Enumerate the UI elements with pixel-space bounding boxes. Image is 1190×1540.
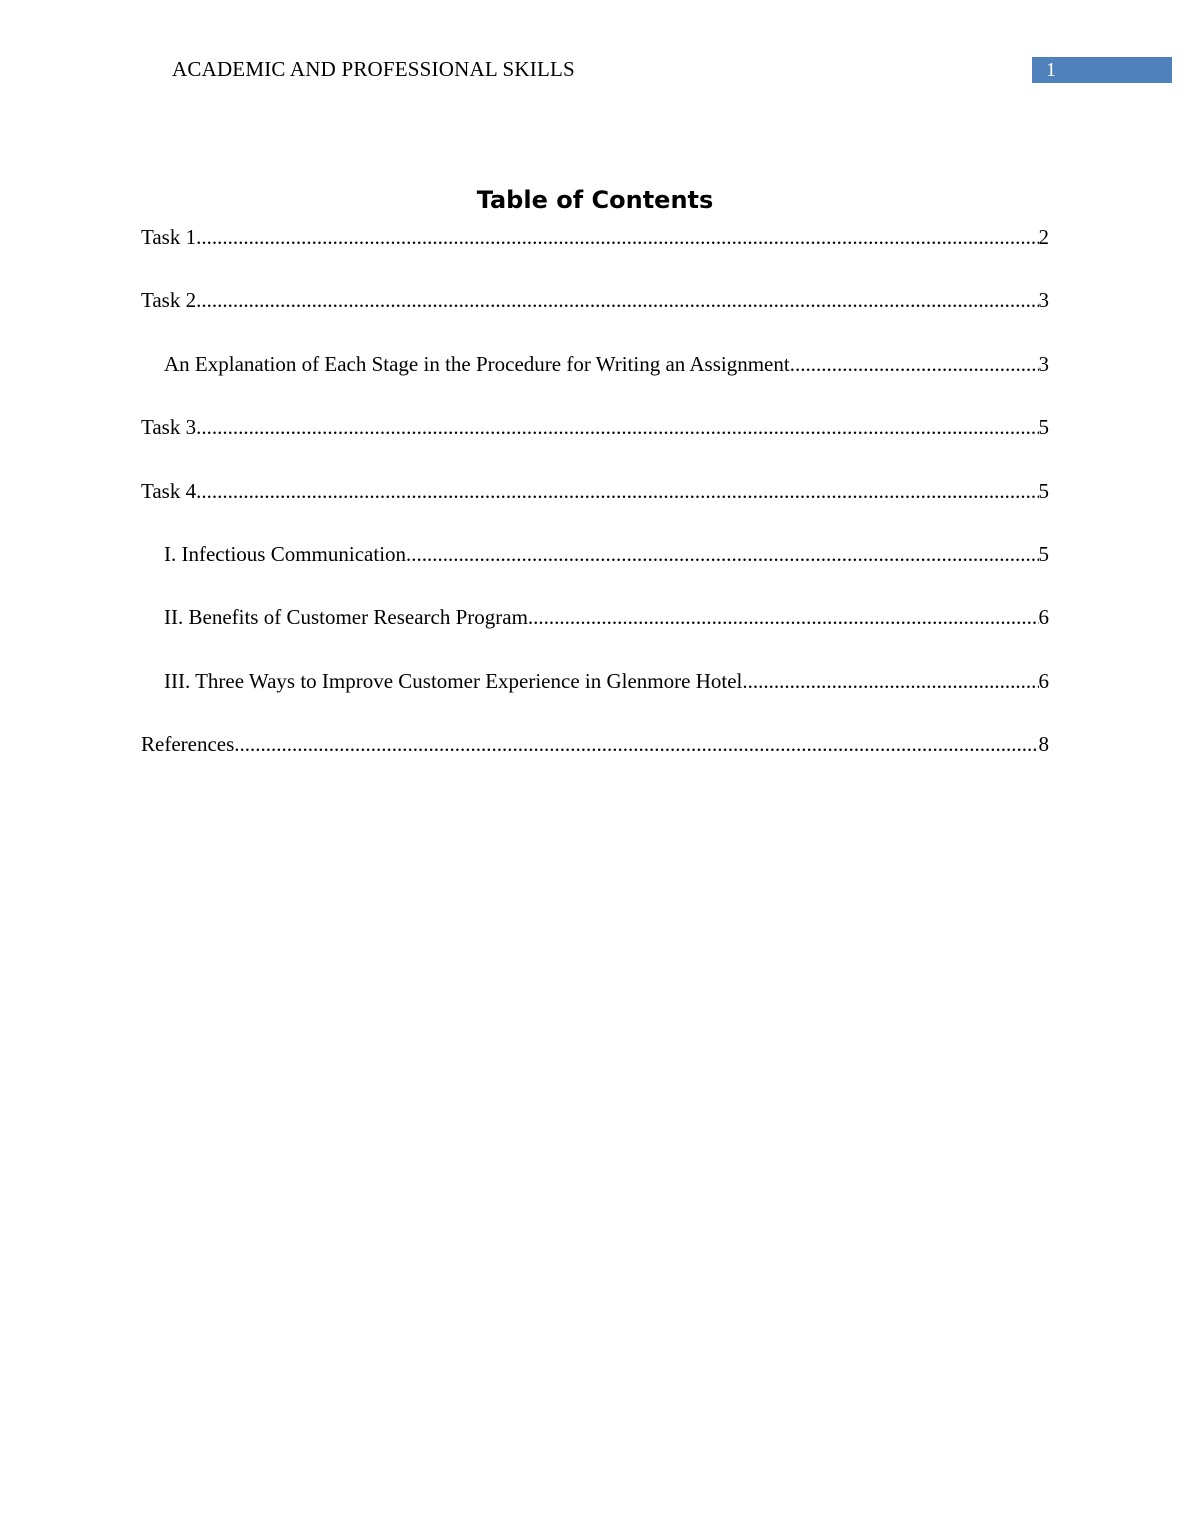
toc-leader-dots <box>742 668 1038 694</box>
toc-entry-text: Task 1 <box>141 225 197 249</box>
toc-entry-task-2[interactable] <box>141 287 1049 350</box>
toc-entry-page: 5 <box>1038 415 1049 440</box>
toc-entry-task-1[interactable] <box>141 224 1049 287</box>
toc-leader-dots <box>196 224 1038 250</box>
toc-leader-dots <box>234 731 1038 757</box>
table-of-contents <box>141 224 1049 795</box>
toc-entry-task-3[interactable] <box>141 414 1049 477</box>
toc-entry-improve-customer-experience[interactable] <box>141 668 1049 731</box>
toc-entry-customer-research-benefits[interactable] <box>141 604 1049 667</box>
toc-entry-text: An Explanation of Each Stage in the Procedure for Writing an Assignment <box>164 351 790 376</box>
toc-entry-text: Task 3 <box>141 415 197 440</box>
toc-entry-page: 8 <box>1038 732 1049 757</box>
toc-entry-references[interactable] <box>141 731 1049 794</box>
toc-entry-infectious-communication[interactable] <box>141 541 1049 604</box>
toc-entry-text: Task 2 <box>141 288 197 313</box>
toc-entry-page: 6 <box>1038 668 1049 693</box>
toc-leader-dots <box>406 541 1038 567</box>
toc-entry-page: 3 <box>1038 288 1049 313</box>
toc-entry-page: 2 <box>1038 225 1049 249</box>
toc-entry-page: 5 <box>1038 541 1049 566</box>
toc-entry-page: 6 <box>1038 605 1049 630</box>
toc-leader-dots <box>196 414 1038 440</box>
toc-leader-dots <box>196 287 1038 313</box>
toc-entry-task-4[interactable] <box>141 478 1049 541</box>
toc-entry-text: Task 4 <box>141 478 197 503</box>
toc-entry-page: 3 <box>1038 351 1049 376</box>
toc-leader-dots <box>790 351 1039 377</box>
page-number-badge: 1 <box>1032 57 1172 83</box>
toc-entry-text: References <box>141 732 235 757</box>
toc-entry-page: 5 <box>1038 478 1049 503</box>
toc-entry-text: I. Infectious Communication <box>164 541 407 566</box>
toc-entry-text: III. Three Ways to Improve Customer Experience in Glenmore Hotel <box>164 668 743 693</box>
toc-entry-text: II. Benefits of Customer Research Program <box>164 605 528 630</box>
toc-heading: Table of Contents <box>476 186 714 214</box>
toc-leader-dots <box>196 478 1038 504</box>
running-header-title: ACADEMIC AND PROFESSIONAL SKILLS <box>172 57 575 81</box>
toc-entry-explanation-of-stages[interactable] <box>141 351 1049 414</box>
toc-leader-dots <box>528 604 1039 630</box>
